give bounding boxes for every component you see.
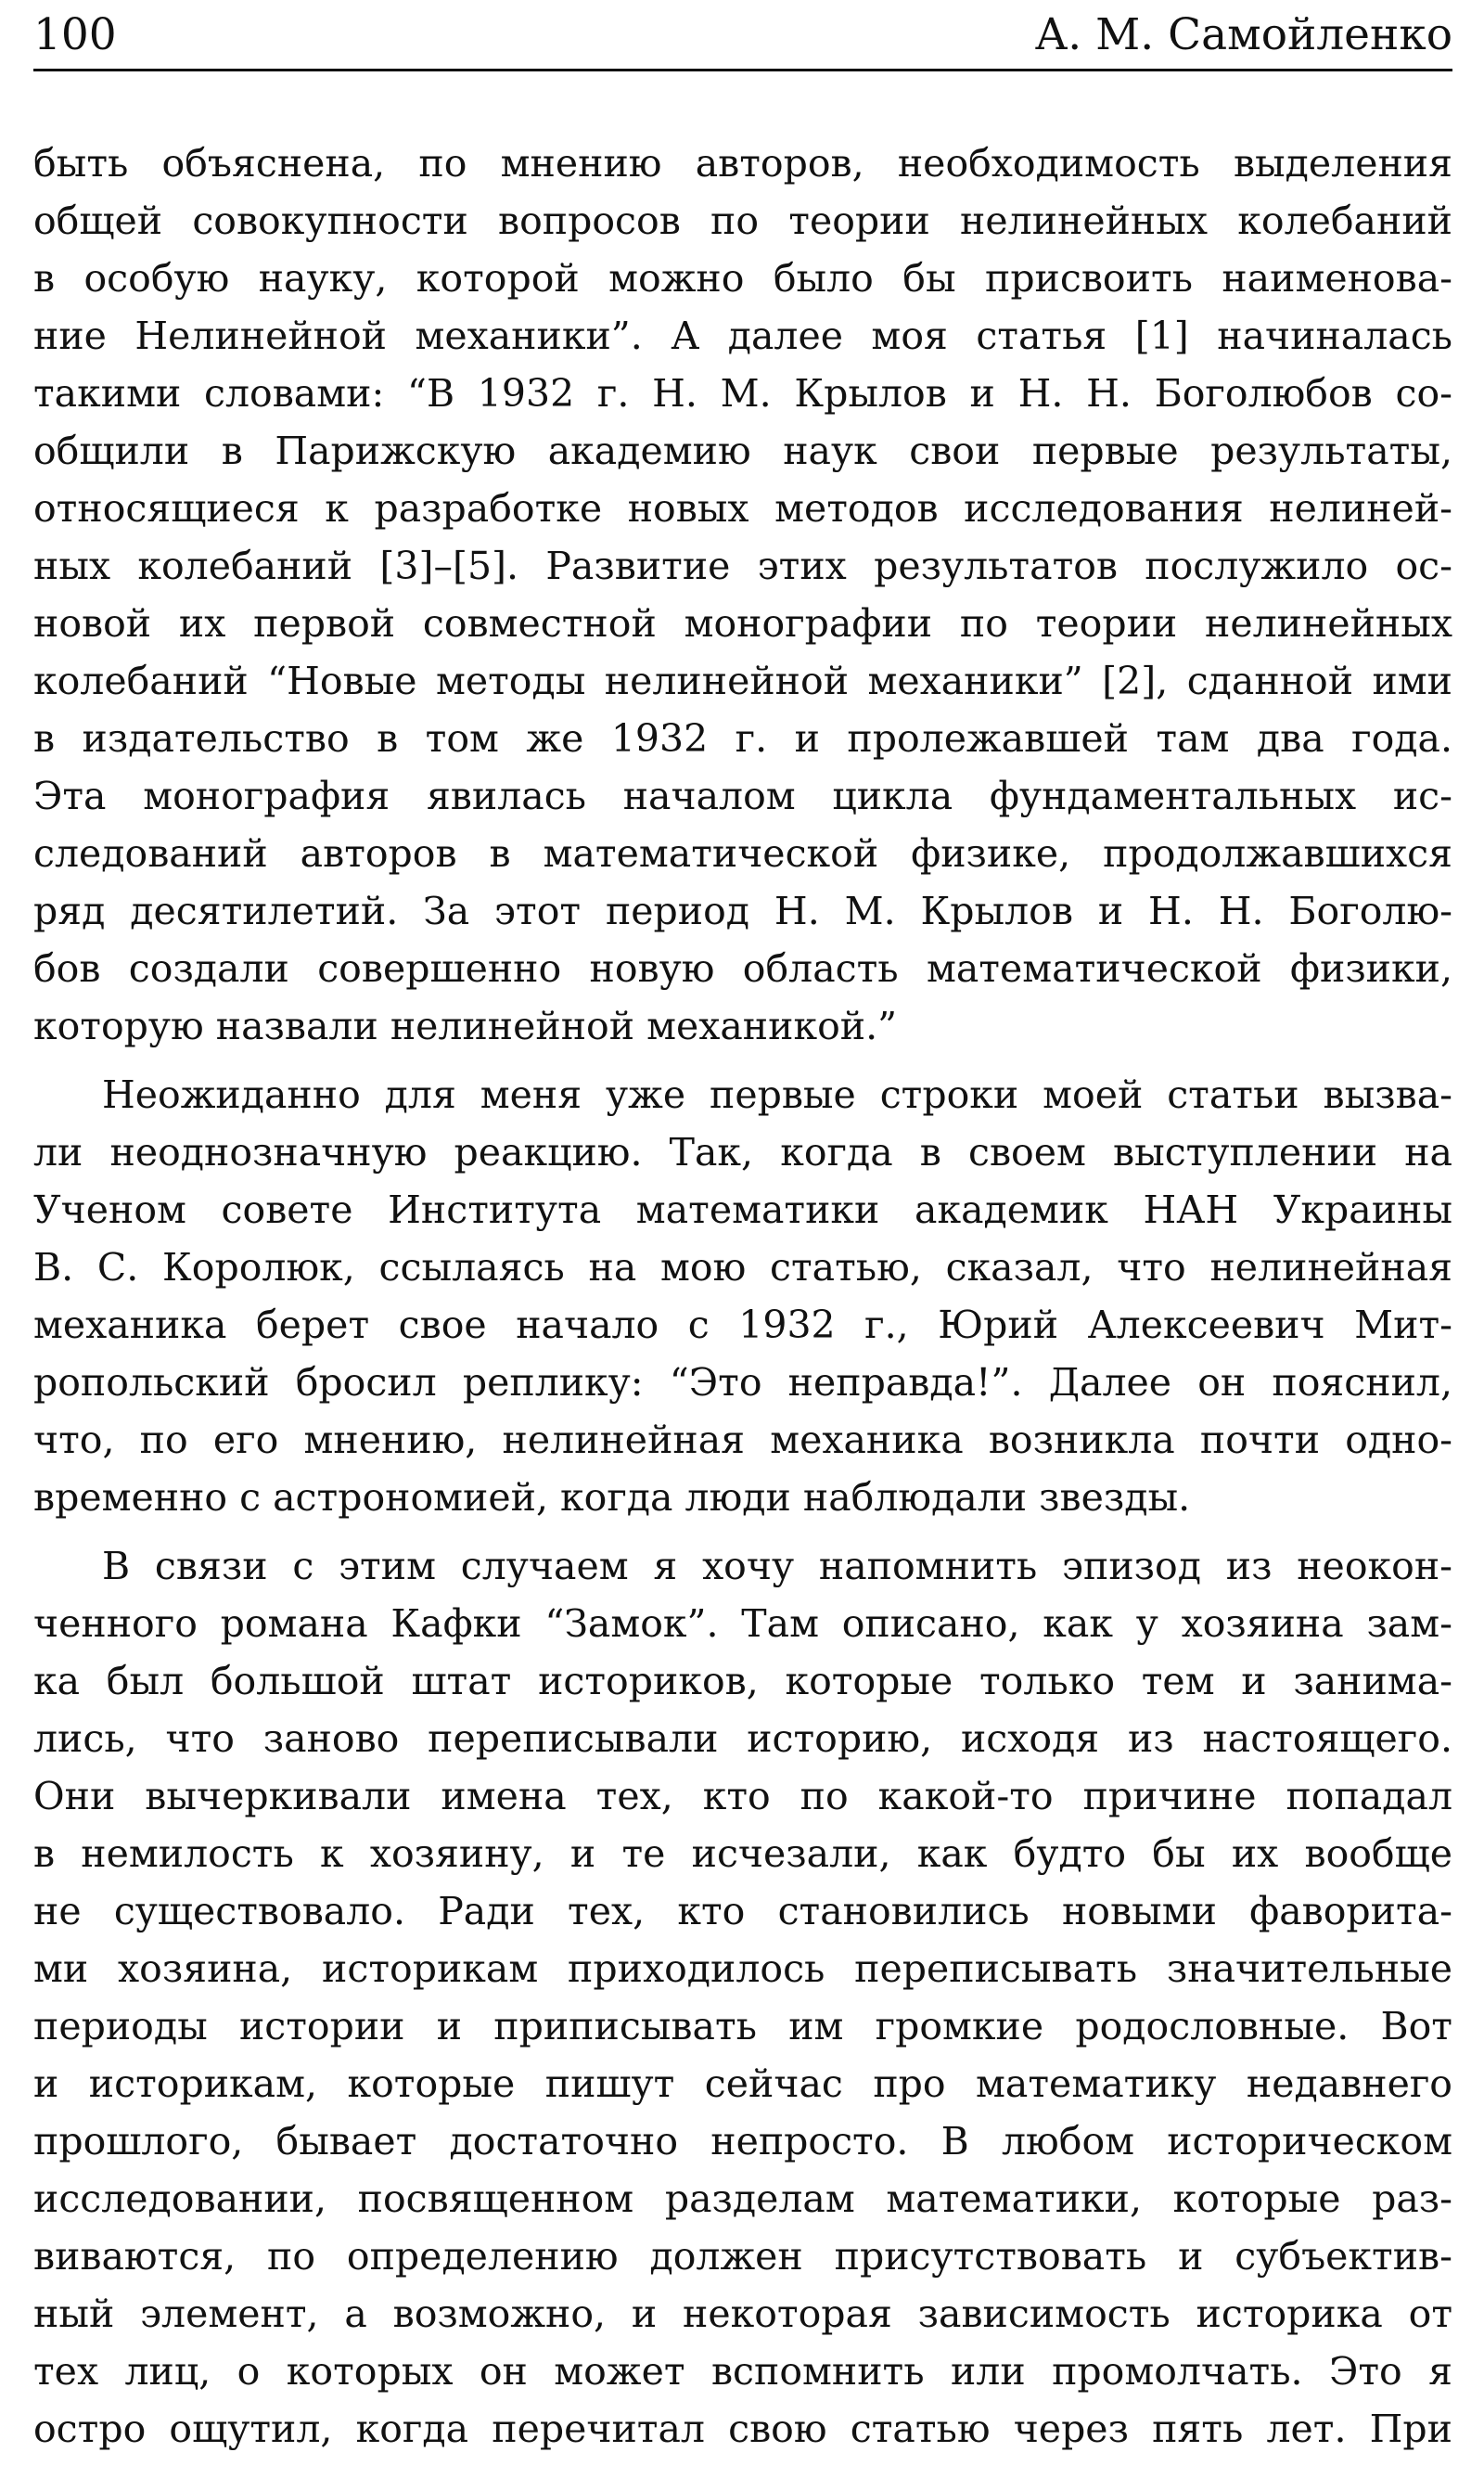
text-line: в издательство в том же 1932 г. и пролежавшей там два года. [33, 716, 1452, 761]
running-head [33, 7, 1452, 71]
text-line: относящиеся к разработке новых методов исследования нелиней- [33, 486, 1452, 531]
text-line: исследовании, посвященном разделам математики, которые раз- [33, 2176, 1452, 2221]
text-line: новой их первой совместной монографии по теории нелинейных [33, 601, 1452, 646]
text-line: ряд десятилетий. За этот период Н. М. Крылов и Н. Н. Боголю- [33, 889, 1452, 933]
text-line: остро ощутил, когда перечитал свою статью через пять лет. При [33, 2407, 1452, 2451]
text-line: виваются, по определению должен присутствовать и субъектив- [33, 2234, 1452, 2279]
text-line: ли неоднозначную реакцию. Так, когда в своем выступлении на [33, 1130, 1452, 1175]
text-line: ние Нелинейной механики”. А далее моя статья [1] начиналась [33, 314, 1452, 358]
paragraph-gap [33, 1526, 1452, 1537]
text-line: бов создали совершенно новую область математической физики, [33, 946, 1452, 991]
text-line: В связи с этим случаем я хочу напомнить эпизод из неокон- [102, 1544, 1452, 1588]
text-line: прошлого, бывает достаточно непросто. В любом историческом [33, 2119, 1452, 2163]
text-line: периоды истории и приписывать им громкие родословные. Вот [33, 2004, 1452, 2048]
text-line: в особую науку, которой можно было бы присвоить наименова- [33, 256, 1452, 301]
text-line: временно с астрономией, когда люди наблюдали звезды. [33, 1475, 1191, 1520]
page-number: 100 [33, 9, 117, 60]
text-line: В. С. Королюк, ссылаясь на мою статью, сказал, что нелинейная [33, 1245, 1452, 1290]
text-line: колебаний “Новые методы нелинейной механики” [2], сданной ими [33, 659, 1452, 703]
text-line: общей совокупности вопросов по теории нелинейных колебаний [33, 199, 1452, 243]
text-line: которую назвали нелинейной механикой.” [33, 1004, 898, 1048]
text-line: лись, что заново переписывали историю, исходя из настоящего. [33, 1716, 1452, 1761]
text-line: тех лиц, о которых он может вспомнить или промолчать. Это я [33, 2349, 1452, 2394]
text-line: Ученом совете Института математики академик НАН Украины [33, 1188, 1452, 1232]
paragraph-gap [33, 1055, 1452, 1066]
paragraph [33, 1066, 1452, 1526]
paragraph [33, 1537, 1452, 2458]
text-line: ченного романа Кафки “Замок”. Там описано, как у хозяина зам- [33, 1601, 1452, 1646]
text-line: ка был большой штат историков, которые только тем и занима- [33, 1659, 1452, 1703]
text-line: такими словами: “В 1932 г. Н. М. Крылов и Н. Н. Боголюбов со- [33, 371, 1452, 416]
text-line: что, по его мнению, нелинейная механика возникла почти одно- [33, 1418, 1452, 1462]
text-line: Эта монография явилась началом цикла фундаментальных ис- [33, 774, 1452, 818]
book-page [33, 7, 1452, 2458]
text-line: ных колебаний [3]–[5]. Развитие этих результатов послужило ос- [33, 544, 1452, 588]
text-line: быть объяснена, по мнению авторов, необходимость выделения [33, 141, 1452, 186]
text-line: ми хозяина, историкам приходилось переписывать значительные [33, 1946, 1452, 1991]
text-line: Неожиданно для меня уже первые строки моей статьи вызва- [102, 1072, 1452, 1117]
text-line: общили в Парижскую академию наук свои первые результаты, [33, 429, 1452, 473]
text-line: следований авторов в математической физике, продолжавшихся [33, 831, 1452, 876]
text-line: ропольский бросил реплику: “Это неправда!”. Далее он пояснил, [33, 1360, 1452, 1405]
text-line: механика берет свое начало с 1932 г., Юрий Алексеевич Мит- [33, 1303, 1452, 1347]
running-head-author: А. М. Самойленко [1034, 9, 1452, 60]
text-line: и историкам, которые пишут сейчас про математику недавнего [33, 2061, 1452, 2106]
body-text [33, 135, 1452, 2458]
paragraph [33, 135, 1452, 1055]
text-line: ный элемент, а возможно, и некоторая зависимость историка от [33, 2292, 1452, 2336]
text-line: Они вычеркивали имена тех, кто по какой-то причине попадал [33, 1774, 1452, 1818]
text-line: не существовало. Ради тех, кто становились новыми фаворита- [33, 1889, 1452, 1933]
text-line: в немилость к хозяину, и те исчезали, как будто бы их вообще [33, 1831, 1452, 1876]
